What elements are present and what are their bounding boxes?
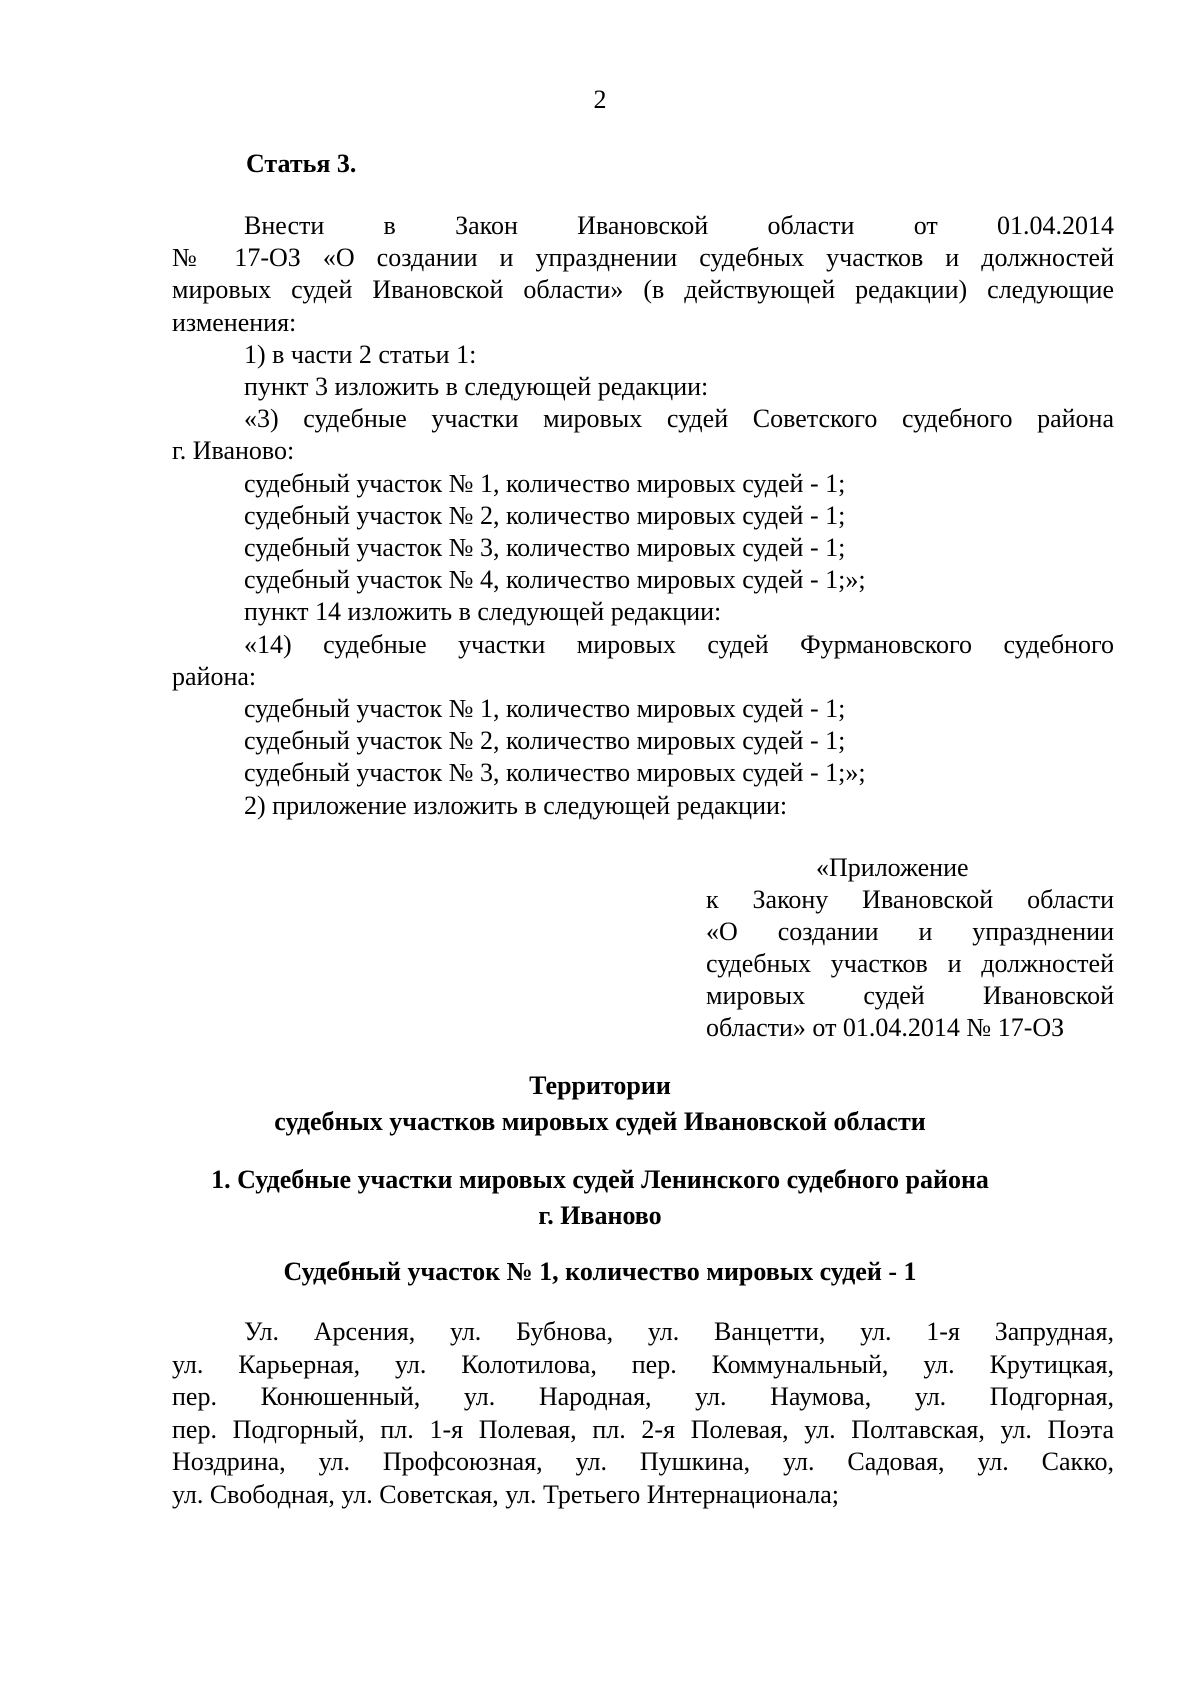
street-line: ул. Карьерная, ул. Колотилова, пер. Коммунальный, ул. Крутицкая, — [172, 1349, 1114, 1379]
appendix-line: «О создании и упразднении — [706, 917, 1114, 946]
site-line: судебный участок № 2, количество мировых судей - 1; — [244, 500, 846, 530]
item-p14-line: «14) судебные участки мировых судей Фурмановского судебного — [244, 629, 1114, 659]
street-list — [172, 1316, 1114, 1511]
site-line: судебный участок № 1, количество мировых судей - 1; — [244, 694, 846, 724]
item-p14-line: района: — [172, 661, 257, 691]
street-line: ул. Свободная, ул. Советская, ул. Третьего Интернационала; — [172, 1479, 840, 1509]
page-number: 2 — [593, 85, 607, 114]
intro-line: № 17-ОЗ «О создании и упразднении судебных участков и должностей — [172, 243, 1114, 273]
intro-line: изменения: — [172, 307, 297, 337]
section-heading — [0, 1162, 1200, 1234]
item-part2: 1) в части 2 статьи 1: — [244, 339, 477, 369]
site-line: судебный участок № 3, количество мировых судей - 1;»; — [244, 758, 866, 788]
site-line: судебный участок № 2, количество мировых судей - 1; — [244, 726, 846, 756]
intro-line: мировых судей Ивановской области» (в действующей редакции) следующие — [172, 275, 1114, 305]
appendix-reference — [706, 852, 1114, 1044]
section-heading-line: г. Иваново — [538, 1201, 662, 1230]
street-line: пер. Конюшенный, ул. Народная, ул. Наумова, ул. Подгорная, — [172, 1382, 1114, 1411]
item-p3-intro: пункт 3 изложить в следующей редакции: — [244, 372, 709, 402]
item-p3-line: «3) судебные участки мировых судей Советского судебного района — [244, 404, 1114, 434]
territories-title — [0, 1068, 1200, 1140]
appendix-line: области» от 01.04.2014 № 17-ОЗ — [706, 1013, 1065, 1042]
site-line: судебный участок № 1, количество мировых судей - 1; — [244, 468, 846, 498]
site-line: судебный участок № 3, количество мировых судей - 1; — [244, 533, 846, 563]
appendix-line: к Закону Ивановской области — [706, 885, 1114, 914]
appendix-line: «Приложение — [816, 853, 969, 882]
territories-title-line: судебных участков мировых судей Ивановской области — [274, 1107, 926, 1136]
appendix-line: мировых судей Ивановской — [706, 981, 1114, 1010]
territories-title-line: Территории — [529, 1071, 671, 1100]
item-p14-intro: пункт 14 изложить в следующей редакции: — [244, 597, 722, 627]
item-appendix: 2) приложение изложить в следующей редакции: — [244, 790, 788, 820]
site-heading: Судебный участок № 1, количество мировых судей - 1 — [283, 1257, 917, 1286]
article-body — [172, 210, 1114, 822]
site-line: судебный участок № 4, количество мировых судей - 1;»; — [244, 565, 866, 595]
intro-line: Внести в Закон Ивановской области от 01.04.2014 — [244, 211, 1114, 240]
appendix-line: судебных участков и должностей — [706, 949, 1114, 978]
item-p3-line: г. Иваново: — [172, 436, 295, 466]
street-line: пер. Подгорный, пл. 1-я Полевая, пл. 2-я Полевая, ул. Полтавская, ул. Поэта — [172, 1414, 1114, 1444]
section-heading-line: 1. Судебные участки мировых судей Ленинского судебного района — [211, 1165, 989, 1194]
street-line: Ноздрина, ул. Профсоюзная, ул. Пушкина, ул. Садовая, ул. Сакко, — [172, 1447, 1114, 1476]
street-line: Ул. Арсения, ул. Бубнова, ул. Ванцетти, ул. 1-я Запрудная, — [244, 1317, 1114, 1346]
article-title: Статья 3. — [246, 149, 357, 178]
